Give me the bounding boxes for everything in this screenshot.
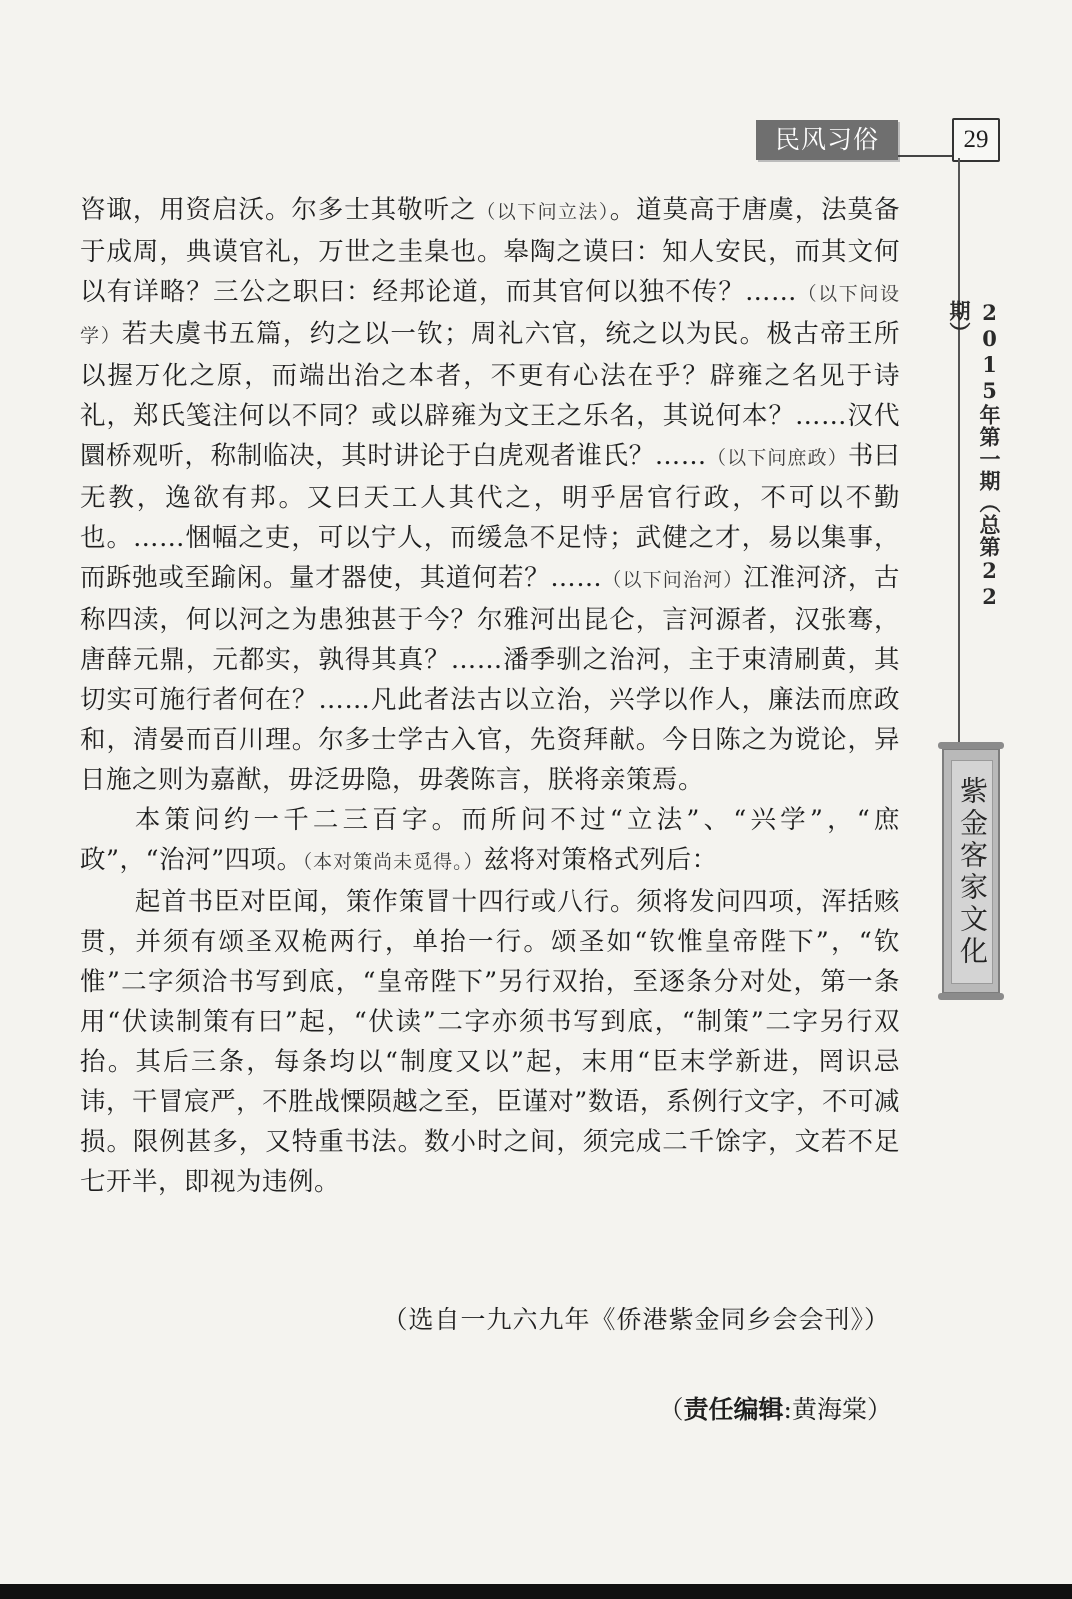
inline-note: （以下问治河） bbox=[602, 569, 744, 591]
text-run: 若夫虞书五篇，约之以一钦；周礼六官，统之以为民。极古帝王所以握万化之原，而端出治之本者，不更有心法在乎？辟雍之名见于诗礼，郑氏笺注何以不同？或以辟雍为文王之乐名，其说何本？……汉代圜桥观听，称制临决，其时讲论于白虎观者谁氏？…… bbox=[80, 319, 900, 471]
editor-separator: : bbox=[783, 1395, 792, 1424]
editor-credit bbox=[520, 1390, 892, 1426]
article-body bbox=[80, 190, 900, 1202]
column-scroll-emblem bbox=[942, 748, 1000, 994]
text-run: 咨诹，用资启沃。尔多士其敬听之 bbox=[80, 195, 477, 225]
header-rule bbox=[898, 155, 958, 157]
column-name: 紫金客家文化 bbox=[951, 760, 993, 984]
scan-edge bbox=[0, 1584, 1072, 1599]
editor-name: 黄海棠 bbox=[791, 1395, 867, 1424]
paragraph-2 bbox=[80, 800, 900, 882]
text-run: 江淮河济，古称四渎，何以河之为患独甚于今？尔雅河出昆仑，言河源者，汉张骞，唐薛元鼎，元都实，孰得其真？……潘季驯之治河，主于束清刷黄，其切实可施行者何在？……凡此者法古以立治，兴学以作人，廉法而庶政和，清晏而百川理。尔多士学古入官，先资拜献。今日陈之为谠论，异日施之则为嘉猷，毋泛毋隐，毋袭陈言，朕将亲策焉。 bbox=[80, 563, 900, 795]
editor-label: 责任编辑 bbox=[683, 1395, 784, 1424]
paragraph-1 bbox=[80, 190, 900, 800]
text-run: 。道莫高于唐虞，法莫备于成周，典谟官礼，万世之圭臬也。皋陶之谟曰：知人安民，而其文何以有详略？三公之职曰：经邦论道，而其官何以独不传？…… bbox=[80, 195, 900, 307]
inline-note: （以下问立法） bbox=[476, 201, 610, 223]
inline-note: （以下问庶政） bbox=[706, 447, 848, 469]
inline-note: （以下问设学） bbox=[80, 283, 900, 347]
editor-open-paren: （ bbox=[658, 1395, 684, 1424]
text-run: 书曰无教，逸欲有邦。又曰天工人其代之，明乎居官行政，不可以不勤也。……悃幅之吏，可以宁人，而缓急不足恃；武健之才，易以集事，而跅弛或至踰闲。量才器使，其道何若？…… bbox=[80, 441, 900, 593]
text-run: 本策问约一千二三百字。而所问不过“立法”、“兴学”，“庶政”，“治河”四项。 bbox=[80, 805, 900, 875]
page-number: 29 bbox=[952, 118, 1000, 162]
editor-close-paren: ） bbox=[866, 1395, 892, 1424]
issue-info: 2015年第一期（总第22期） bbox=[947, 300, 1002, 610]
paragraph-3: 起首书臣对臣闻，策作策冒十四行或八行。须将发问四项，浑括赅贯，并须有颂圣双桅两行，单抬一行。颂圣如“钦惟皇帝陛下”，“钦惟”二字须洽书写到底，“皇帝陛下”另行双抬，至逐条分对处，第一条用“伏读制策有曰”起，“伏读”二字亦须书写到底，“制策”二字另行双抬。其后三条，每条均以“制度又以”起，末用“臣末学新进，罔识忌讳，干冒宸严，不胜战慄陨越之至，臣谨对”数语，系例行文字，不可减损。限例甚多，又特重书法。数小时之间，须完成二千馀字，文若不足七开半，即视为违例。 bbox=[80, 887, 900, 1197]
section-tab: 民风习俗 bbox=[756, 120, 898, 160]
text-run: 兹将对策格式列后： bbox=[483, 845, 718, 875]
source-citation: （选自一九六九年《侨港紫金同乡会会刊》） bbox=[382, 1305, 890, 1334]
inline-note: （本对策尚未觅得。） bbox=[302, 851, 484, 873]
